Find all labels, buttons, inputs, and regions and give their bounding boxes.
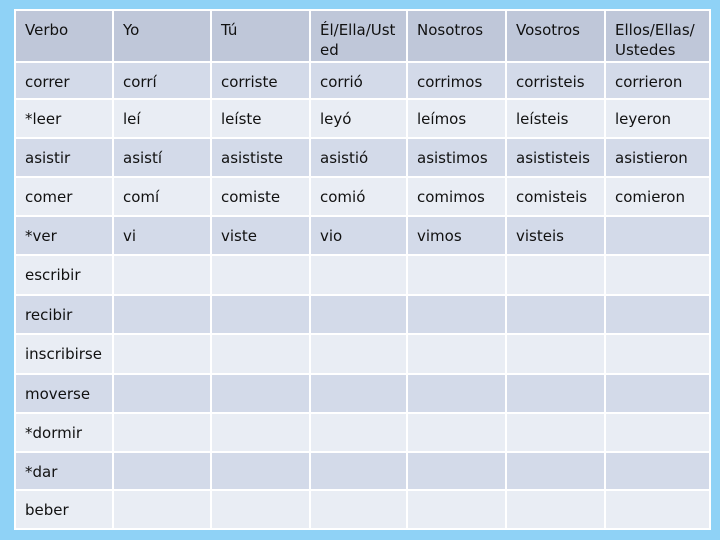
conjugation-cell <box>113 255 211 295</box>
column-header: Yo <box>113 10 211 62</box>
verb-cell: asistir <box>15 138 113 178</box>
conjugation-cell <box>310 334 407 374</box>
conjugation-cell <box>113 413 211 452</box>
conjugation-cell <box>605 255 710 295</box>
table-row <box>15 216 710 256</box>
conjugation-cell <box>605 216 710 256</box>
table-row <box>15 177 710 216</box>
conjugation-cell: comieron <box>605 177 710 216</box>
conjugation-cell <box>407 452 506 491</box>
conjugation-cell <box>310 255 407 295</box>
verb-cell: beber <box>15 490 113 529</box>
table-row <box>15 99 710 138</box>
conjugation-cell: asistió <box>310 138 407 178</box>
conjugation-table-container <box>14 9 709 530</box>
conjugation-cell: corrimos <box>407 62 506 100</box>
conjugation-cell <box>211 255 310 295</box>
conjugation-cell <box>310 374 407 414</box>
conjugation-cell: leyó <box>310 99 407 138</box>
table-row <box>15 255 710 295</box>
conjugation-cell: asistieron <box>605 138 710 178</box>
conjugation-cell <box>407 490 506 529</box>
table-row <box>15 413 710 452</box>
conjugation-cell <box>407 255 506 295</box>
table-row <box>15 452 710 491</box>
table-row <box>15 490 710 529</box>
conjugation-cell <box>506 334 605 374</box>
conjugation-cell: visteis <box>506 216 605 256</box>
conjugation-cell <box>605 295 710 335</box>
column-header: Verbo <box>15 10 113 62</box>
table-row <box>15 62 710 100</box>
conjugation-cell: comí <box>113 177 211 216</box>
conjugation-cell: asististeis <box>506 138 605 178</box>
conjugation-cell: asistí <box>113 138 211 178</box>
conjugation-cell <box>506 490 605 529</box>
conjugation-cell <box>605 413 710 452</box>
column-header: Él/Ella/Usted <box>310 10 407 62</box>
conjugation-cell <box>605 490 710 529</box>
verb-cell: recibir <box>15 295 113 335</box>
conjugation-cell <box>506 452 605 491</box>
conjugation-cell <box>211 452 310 491</box>
conjugation-cell <box>605 374 710 414</box>
column-header: Ellos/Ellas/ Ustedes <box>605 10 710 62</box>
conjugation-cell <box>113 334 211 374</box>
conjugation-cell: corrió <box>310 62 407 100</box>
conjugation-cell: leímos <box>407 99 506 138</box>
column-header: Nosotros <box>407 10 506 62</box>
conjugation-cell <box>211 413 310 452</box>
conjugation-cell: leyeron <box>605 99 710 138</box>
conjugation-cell <box>211 334 310 374</box>
conjugation-cell: asistimos <box>407 138 506 178</box>
conjugation-cell <box>407 334 506 374</box>
conjugation-cell <box>310 413 407 452</box>
conjugation-cell: vimos <box>407 216 506 256</box>
conjugation-cell <box>605 334 710 374</box>
conjugation-cell <box>407 413 506 452</box>
verb-cell: comer <box>15 177 113 216</box>
conjugation-cell: vi <box>113 216 211 256</box>
conjugation-cell <box>506 374 605 414</box>
verb-cell: moverse <box>15 374 113 414</box>
column-header: Vosotros <box>506 10 605 62</box>
conjugation-cell: leí <box>113 99 211 138</box>
conjugation-cell: asististe <box>211 138 310 178</box>
verb-cell: inscribirse <box>15 334 113 374</box>
conjugation-cell: comiste <box>211 177 310 216</box>
conjugation-cell <box>310 452 407 491</box>
header-row <box>15 10 710 62</box>
conjugation-cell: leíste <box>211 99 310 138</box>
conjugation-cell: comisteis <box>506 177 605 216</box>
table-row <box>15 374 710 414</box>
conjugation-cell <box>211 374 310 414</box>
conjugation-cell: viste <box>211 216 310 256</box>
conjugation-cell <box>506 413 605 452</box>
conjugation-cell: corristeis <box>506 62 605 100</box>
conjugation-cell <box>605 452 710 491</box>
conjugation-cell <box>113 295 211 335</box>
conjugation-cell <box>113 452 211 491</box>
verb-cell: escribir <box>15 255 113 295</box>
conjugation-cell <box>407 374 506 414</box>
column-header: Tú <box>211 10 310 62</box>
conjugation-cell <box>211 490 310 529</box>
conjugation-cell <box>211 295 310 335</box>
conjugation-cell: corriste <box>211 62 310 100</box>
conjugation-cell: corrieron <box>605 62 710 100</box>
conjugation-cell <box>113 490 211 529</box>
conjugation-cell <box>310 295 407 335</box>
verb-cell: correr <box>15 62 113 100</box>
conjugation-cell: comió <box>310 177 407 216</box>
conjugation-cell: corrí <box>113 62 211 100</box>
conjugation-cell: leísteis <box>506 99 605 138</box>
preterite-conjugation-table <box>14 9 711 530</box>
verb-cell: *leer <box>15 99 113 138</box>
table-row <box>15 334 710 374</box>
conjugation-cell <box>113 374 211 414</box>
conjugation-cell: comimos <box>407 177 506 216</box>
table-row <box>15 138 710 178</box>
verb-cell: *dar <box>15 452 113 491</box>
conjugation-cell: vio <box>310 216 407 256</box>
conjugation-cell <box>506 295 605 335</box>
conjugation-cell <box>407 295 506 335</box>
verb-cell: *dormir <box>15 413 113 452</box>
table-body <box>15 10 710 529</box>
conjugation-cell <box>310 490 407 529</box>
table-row <box>15 295 710 335</box>
conjugation-cell <box>506 255 605 295</box>
verb-cell: *ver <box>15 216 113 256</box>
